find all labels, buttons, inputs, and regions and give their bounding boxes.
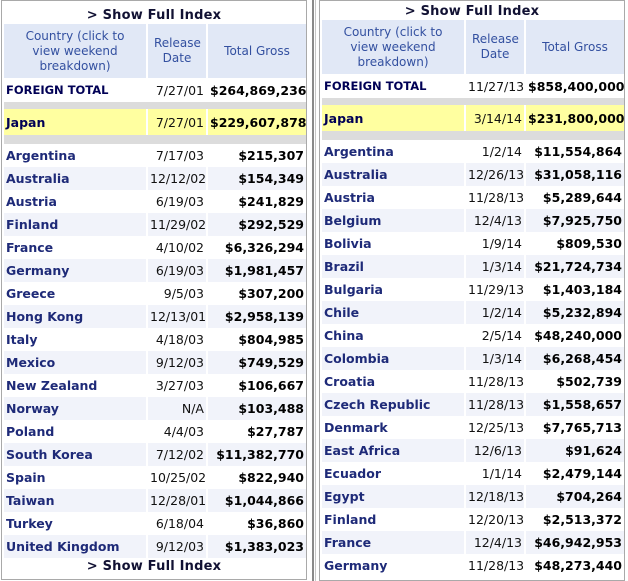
total-gross: $5,289,644 (542, 190, 622, 205)
country-link[interactable]: Bolivia (324, 236, 372, 251)
country-link[interactable]: Argentina (324, 144, 394, 159)
country-link[interactable]: Ecuador (324, 466, 381, 481)
total-gross: $502,739 (556, 374, 622, 389)
table-row[interactable] (4, 236, 306, 259)
highlight-row[interactable] (322, 105, 624, 131)
release-date: 4/18/03 (155, 332, 204, 347)
release-date: 12/4/13 (466, 531, 524, 554)
release-date: 7/12/02 (148, 443, 206, 466)
panel-divider (312, 0, 314, 581)
release-date: 1/3/14 (466, 347, 524, 370)
total-gross: $5,232,894 (526, 301, 624, 324)
country-link[interactable]: Argentina (6, 148, 76, 163)
total-gross: $6,326,294 (224, 240, 304, 255)
release-date-header[interactable]: Release Date (466, 20, 524, 74)
release-date: 2/5/14 (481, 328, 522, 343)
country-link[interactable]: Norway (4, 397, 146, 420)
table-row[interactable] (4, 213, 306, 236)
table-row[interactable] (4, 374, 306, 397)
total-gross: $2,513,372 (542, 512, 622, 527)
release-date: 12/18/13 (466, 485, 524, 508)
country-header[interactable]: Country (click to view weekend breakdown) (322, 20, 464, 74)
release-date: 9/5/03 (163, 286, 204, 301)
release-date: 6/19/03 (155, 194, 204, 209)
table-row[interactable] (322, 186, 624, 209)
table-row[interactable] (322, 485, 624, 508)
right-panel (319, 0, 625, 581)
country-link[interactable]: Australia (322, 163, 464, 186)
country-link[interactable]: Poland (6, 424, 55, 439)
table-row[interactable] (322, 163, 624, 186)
total-gross: $11,382,770 (208, 443, 306, 466)
highlight-gross: $231,800,000 (526, 105, 624, 131)
total-gross: $1,558,657 (526, 393, 624, 416)
foreign-total-gross: $264,869,236 (208, 78, 306, 102)
total-gross: $46,942,953 (526, 531, 624, 554)
highlight-date: 7/27/01 (148, 109, 206, 135)
table-row[interactable] (4, 489, 306, 512)
table-row[interactable] (322, 209, 624, 232)
release-date: 12/6/13 (466, 439, 524, 462)
total-gross: $704,264 (526, 485, 624, 508)
total-gross: $292,529 (208, 213, 306, 236)
country-link[interactable]: Austria (6, 194, 57, 209)
release-date: 7/17/03 (155, 148, 204, 163)
country-link[interactable]: Czech Republic (322, 393, 464, 416)
release-date: 6/19/03 (148, 259, 206, 282)
country-header[interactable]: Country (click to view weekend breakdown) (4, 24, 146, 78)
table-row[interactable] (322, 531, 624, 554)
foreign-gross-table (320, 20, 625, 577)
table-row[interactable] (322, 301, 624, 324)
table-row[interactable] (322, 554, 624, 577)
highlight-row[interactable] (4, 109, 306, 135)
country-link[interactable]: Finland (324, 512, 377, 527)
foreign-total-row (322, 74, 624, 98)
release-date: 11/28/13 (468, 190, 524, 205)
table-row[interactable] (322, 324, 624, 347)
table-row[interactable] (322, 462, 624, 485)
country-link[interactable]: France (322, 531, 464, 554)
total-gross: $106,667 (238, 378, 304, 393)
table-row[interactable] (322, 439, 624, 462)
total-gross: $31,058,116 (526, 163, 624, 186)
release-date: 4/10/02 (155, 240, 204, 255)
release-date: 11/28/13 (468, 558, 524, 573)
country-link[interactable]: United Kingdom (4, 535, 146, 558)
total-gross-header[interactable]: Total Gross (208, 24, 306, 78)
table-row[interactable] (322, 508, 624, 531)
table-row[interactable] (4, 328, 306, 351)
country-link[interactable]: East Africa (322, 439, 464, 462)
left-table-body (4, 78, 306, 558)
release-date: 12/12/02 (148, 167, 206, 190)
table-row[interactable] (322, 232, 624, 255)
table-row[interactable] (322, 416, 624, 439)
country-link[interactable]: Austria (324, 190, 375, 205)
show-full-index-link[interactable]: > Show Full Index (86, 8, 222, 23)
total-gross: $2,958,139 (208, 305, 306, 328)
highlight-country[interactable]: Japan (322, 105, 464, 131)
release-date: 12/13/01 (148, 305, 206, 328)
table-row[interactable] (322, 255, 624, 278)
release-date: 11/28/13 (466, 393, 524, 416)
release-date: 12/25/13 (468, 420, 524, 435)
country-link[interactable]: Chile (322, 301, 464, 324)
table-row[interactable] (322, 370, 624, 393)
country-link[interactable]: Germany (324, 558, 388, 573)
total-gross: $7,765,713 (542, 420, 622, 435)
total-gross: $21,724,734 (526, 255, 624, 278)
table-row[interactable] (322, 278, 624, 301)
separator (322, 131, 624, 140)
total-gross: $241,829 (238, 194, 304, 209)
country-link[interactable]: Croatia (324, 374, 376, 389)
release-date: 1/2/14 (466, 301, 524, 324)
total-gross: $822,940 (238, 470, 304, 485)
total-gross: $154,349 (208, 167, 306, 190)
release-date: 1/3/14 (466, 255, 524, 278)
table-row[interactable] (4, 535, 306, 558)
total-gross: $36,860 (247, 516, 304, 531)
country-link[interactable]: Denmark (324, 420, 388, 435)
table-row[interactable] (4, 466, 306, 489)
total-gross: $1,044,866 (208, 489, 306, 512)
release-date: 10/25/02 (150, 470, 206, 485)
show-full-index-link-bottom[interactable]: > Show Full Index (86, 559, 222, 574)
show-full-index-link[interactable]: > Show Full Index (404, 4, 540, 19)
foreign-total-date: 7/27/01 (148, 78, 206, 102)
table-row[interactable] (322, 347, 624, 370)
release-date: 9/12/03 (148, 351, 206, 374)
foreign-total-date: 11/27/13 (466, 74, 524, 98)
total-gross: $103,488 (208, 397, 306, 420)
release-date: 12/26/13 (466, 163, 524, 186)
total-gross: $27,787 (247, 424, 304, 439)
country-link[interactable]: Italy (6, 332, 38, 347)
table-row[interactable] (4, 512, 306, 535)
country-link[interactable]: New Zealand (6, 378, 98, 393)
highlight-country[interactable]: Japan (4, 109, 146, 135)
release-date: 11/29/13 (468, 282, 524, 297)
total-gross: $91,624 (526, 439, 624, 462)
country-link[interactable]: Germany (4, 259, 146, 282)
country-link[interactable]: France (6, 240, 54, 255)
foreign-total-row (4, 78, 306, 102)
total-gross: $6,268,454 (526, 347, 624, 370)
foreign-total-gross: $858,400,000 (526, 74, 624, 98)
table-row[interactable] (322, 393, 624, 416)
country-link[interactable]: Greece (6, 286, 56, 301)
foreign-total-label: FOREIGN TOTAL (322, 74, 464, 98)
country-link[interactable]: Australia (4, 167, 146, 190)
release-date: 1/1/14 (481, 466, 522, 481)
release-date: 12/20/13 (468, 512, 524, 527)
table-row[interactable] (4, 282, 306, 305)
country-link[interactable]: Mexico (4, 351, 146, 374)
total-gross: $215,307 (238, 148, 304, 163)
country-link[interactable]: Spain (6, 470, 46, 485)
country-link[interactable]: Egypt (322, 485, 464, 508)
total-gross: $1,981,457 (208, 259, 306, 282)
release-date: 9/12/03 (148, 535, 206, 558)
panel-divider-shadow (315, 0, 316, 581)
release-date: N/A (148, 397, 206, 420)
country-link[interactable]: Hong Kong (4, 305, 146, 328)
country-link[interactable]: Colombia (322, 347, 464, 370)
total-gross: $48,273,440 (534, 558, 622, 573)
total-gross: $1,383,023 (208, 535, 306, 558)
table-row[interactable] (4, 443, 306, 466)
country-link[interactable]: Finland (4, 213, 146, 236)
release-date: 3/27/03 (155, 378, 204, 393)
total-gross: $804,985 (238, 332, 304, 347)
total-gross: $1,403,184 (542, 282, 622, 297)
right-table-body (322, 74, 624, 577)
release-date-header[interactable]: Release Date (148, 24, 206, 78)
total-gross: $749,529 (208, 351, 306, 374)
foreign-gross-table (2, 24, 307, 558)
release-date: 12/4/13 (466, 209, 524, 232)
release-date: 11/28/13 (468, 374, 524, 389)
table-row[interactable] (4, 420, 306, 443)
country-link[interactable]: Taiwan (4, 489, 146, 512)
table-row[interactable] (322, 140, 624, 163)
release-date: 1/9/14 (481, 236, 522, 251)
country-link[interactable]: Brazil (322, 255, 464, 278)
release-date: 12/28/01 (148, 489, 206, 512)
highlight-gross: $229,607,878 (208, 109, 306, 135)
table-row[interactable] (4, 167, 306, 190)
left-panel (1, 0, 307, 580)
release-date: 11/29/02 (148, 213, 206, 236)
country-link[interactable]: South Korea (4, 443, 146, 466)
highlight-date: 3/14/14 (466, 105, 524, 131)
country-link[interactable]: Turkey (6, 516, 53, 531)
total-gross: $809,530 (556, 236, 622, 251)
country-link[interactable]: China (324, 328, 364, 343)
release-date: 1/2/14 (481, 144, 522, 159)
total-gross: $307,200 (238, 286, 304, 301)
separator (4, 102, 306, 109)
country-link[interactable]: Belgium (322, 209, 464, 232)
table-row[interactable] (4, 305, 306, 328)
total-gross: $2,479,144 (542, 466, 622, 481)
separator (322, 98, 624, 105)
table-row[interactable] (4, 397, 306, 420)
table-row[interactable] (4, 351, 306, 374)
country-link[interactable]: Bulgaria (324, 282, 383, 297)
release-date: 6/18/04 (155, 516, 204, 531)
table-row[interactable] (4, 144, 306, 167)
table-row[interactable] (4, 190, 306, 213)
total-gross: $11,554,864 (534, 144, 622, 159)
separator (4, 135, 306, 144)
foreign-total-label: FOREIGN TOTAL (4, 78, 146, 102)
total-gross: $48,240,000 (534, 328, 622, 343)
total-gross: $7,925,750 (526, 209, 624, 232)
release-date: 4/4/03 (163, 424, 204, 439)
table-row[interactable] (4, 259, 306, 282)
total-gross-header[interactable]: Total Gross (526, 20, 624, 74)
